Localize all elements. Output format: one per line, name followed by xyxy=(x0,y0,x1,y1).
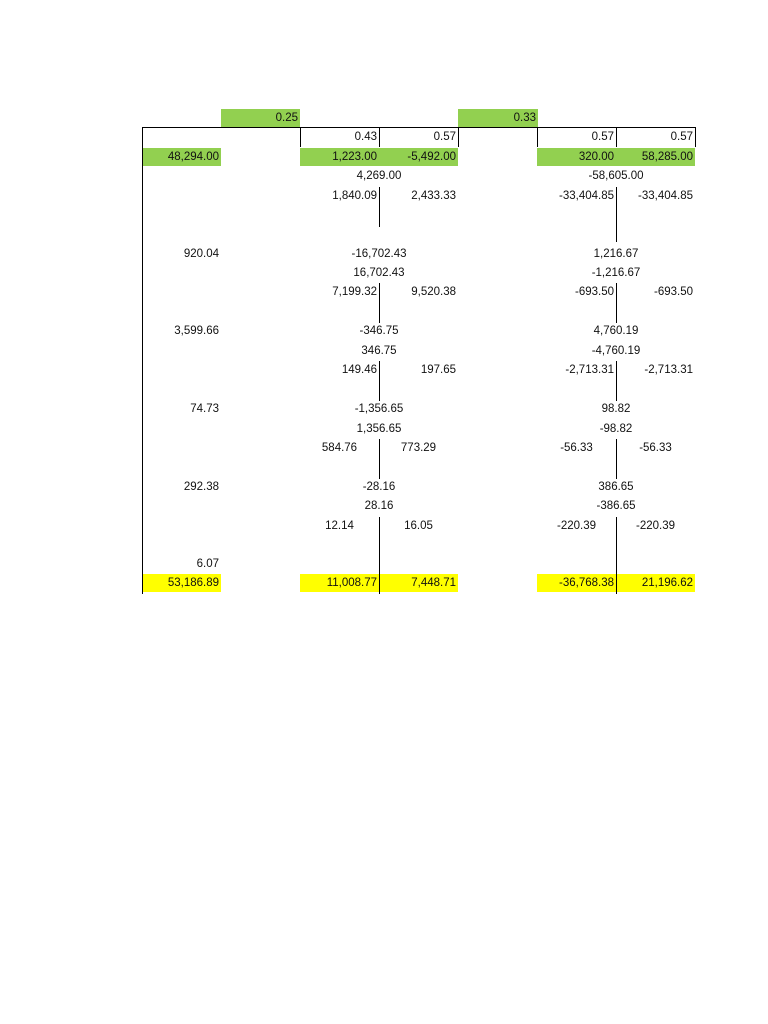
total-b-right: 21,196.62 xyxy=(617,574,695,592)
header-b-right: 0.57 xyxy=(670,131,693,143)
section-a-left-value: 7,199.32 xyxy=(332,286,377,298)
section-b-carry: 98.82 xyxy=(601,403,631,415)
section-b-right-value: -220.39 xyxy=(635,520,675,532)
section-b-left-value: -33,404.85 xyxy=(559,190,614,202)
start-b-right: 58,285.00 xyxy=(616,148,695,166)
section-a-left-value: 584.76 xyxy=(321,442,358,454)
total-a-left: 11,008.77 xyxy=(300,574,379,592)
section-b-sum: -386.65 xyxy=(596,500,636,512)
section-a-left-value: 1,840.09 xyxy=(332,190,377,202)
col1-value: 920.04 xyxy=(183,248,219,260)
section-a-right-value: 2,433.33 xyxy=(411,190,456,202)
section-b-carry: 386.65 xyxy=(598,481,634,493)
col1-value: 74.73 xyxy=(190,403,219,415)
section-a-left-value: 12.14 xyxy=(325,520,354,532)
section-a-divider xyxy=(379,574,380,594)
total-a-right: 7,448.71 xyxy=(380,574,458,592)
section-a-sum: 28.16 xyxy=(364,500,394,512)
section-a-right-border xyxy=(458,127,459,147)
factor-b-cell: 0.33 xyxy=(458,109,538,127)
section-a-right-value: 16.05 xyxy=(404,520,433,532)
section-a-carry: -16,702.43 xyxy=(351,248,407,260)
section-b-left-value: -2,713.31 xyxy=(565,364,614,376)
section-a-carry: -28.16 xyxy=(362,481,396,493)
section-b-sum: -98.82 xyxy=(599,423,633,435)
section-a-sum: 1,356.65 xyxy=(356,423,402,435)
start-a-right: -5,492.00 xyxy=(379,148,458,166)
col1-left-border xyxy=(142,127,143,594)
section-b-sum: -58,605.00 xyxy=(588,170,644,182)
factor-a-cell: 0.25 xyxy=(221,109,300,127)
total-col1: 53,186.89 xyxy=(143,574,221,592)
section-b-right-value: -2,713.31 xyxy=(644,364,693,376)
section-b-sum: -4,760.19 xyxy=(591,345,641,357)
section-b-divider xyxy=(616,574,617,594)
section-b-left-value: -56.33 xyxy=(560,442,593,454)
col1-value: 292.38 xyxy=(183,481,219,493)
section-a-left-value: 149.46 xyxy=(341,364,377,376)
section-b-right-value: -693.50 xyxy=(653,286,693,298)
total-b-left: -36,768.38 xyxy=(537,574,616,592)
start-a-left: 1,223.00 xyxy=(300,148,379,166)
col1-value: 3,599.66 xyxy=(174,325,219,337)
start-col1: 48,294.00 xyxy=(143,148,221,166)
section-a-carry: -1,356.65 xyxy=(354,403,404,415)
section-a-carry: -346.75 xyxy=(359,325,399,337)
section-a-right-value: 773.29 xyxy=(400,442,437,454)
section-b-sum: -1,216.67 xyxy=(591,267,641,279)
col1-value: 6.07 xyxy=(196,558,219,570)
section-a-right-value: 9,520.38 xyxy=(411,286,456,298)
section-b-carry: 1,216.67 xyxy=(593,248,639,260)
section-a-sum: 346.75 xyxy=(361,345,397,357)
section-b-right-value: -33,404.85 xyxy=(638,190,693,202)
section-b-left-value: -220.39 xyxy=(556,520,596,532)
section-a-sum: 16,702.43 xyxy=(353,267,405,279)
section-b-carry: 4,760.19 xyxy=(593,325,639,337)
section-b-right-value: -56.33 xyxy=(639,442,672,454)
section-b-left-value: -693.50 xyxy=(574,286,614,298)
section-a-right-value: 197.65 xyxy=(420,364,456,376)
header-a-right: 0.57 xyxy=(433,131,456,143)
start-b-left: 320.00 xyxy=(537,148,616,166)
header-a-left: 0.43 xyxy=(354,131,377,143)
header-b-left: 0.57 xyxy=(591,131,614,143)
section-b-right-border xyxy=(695,127,696,147)
section-a-sum: 4,269.00 xyxy=(356,170,402,182)
